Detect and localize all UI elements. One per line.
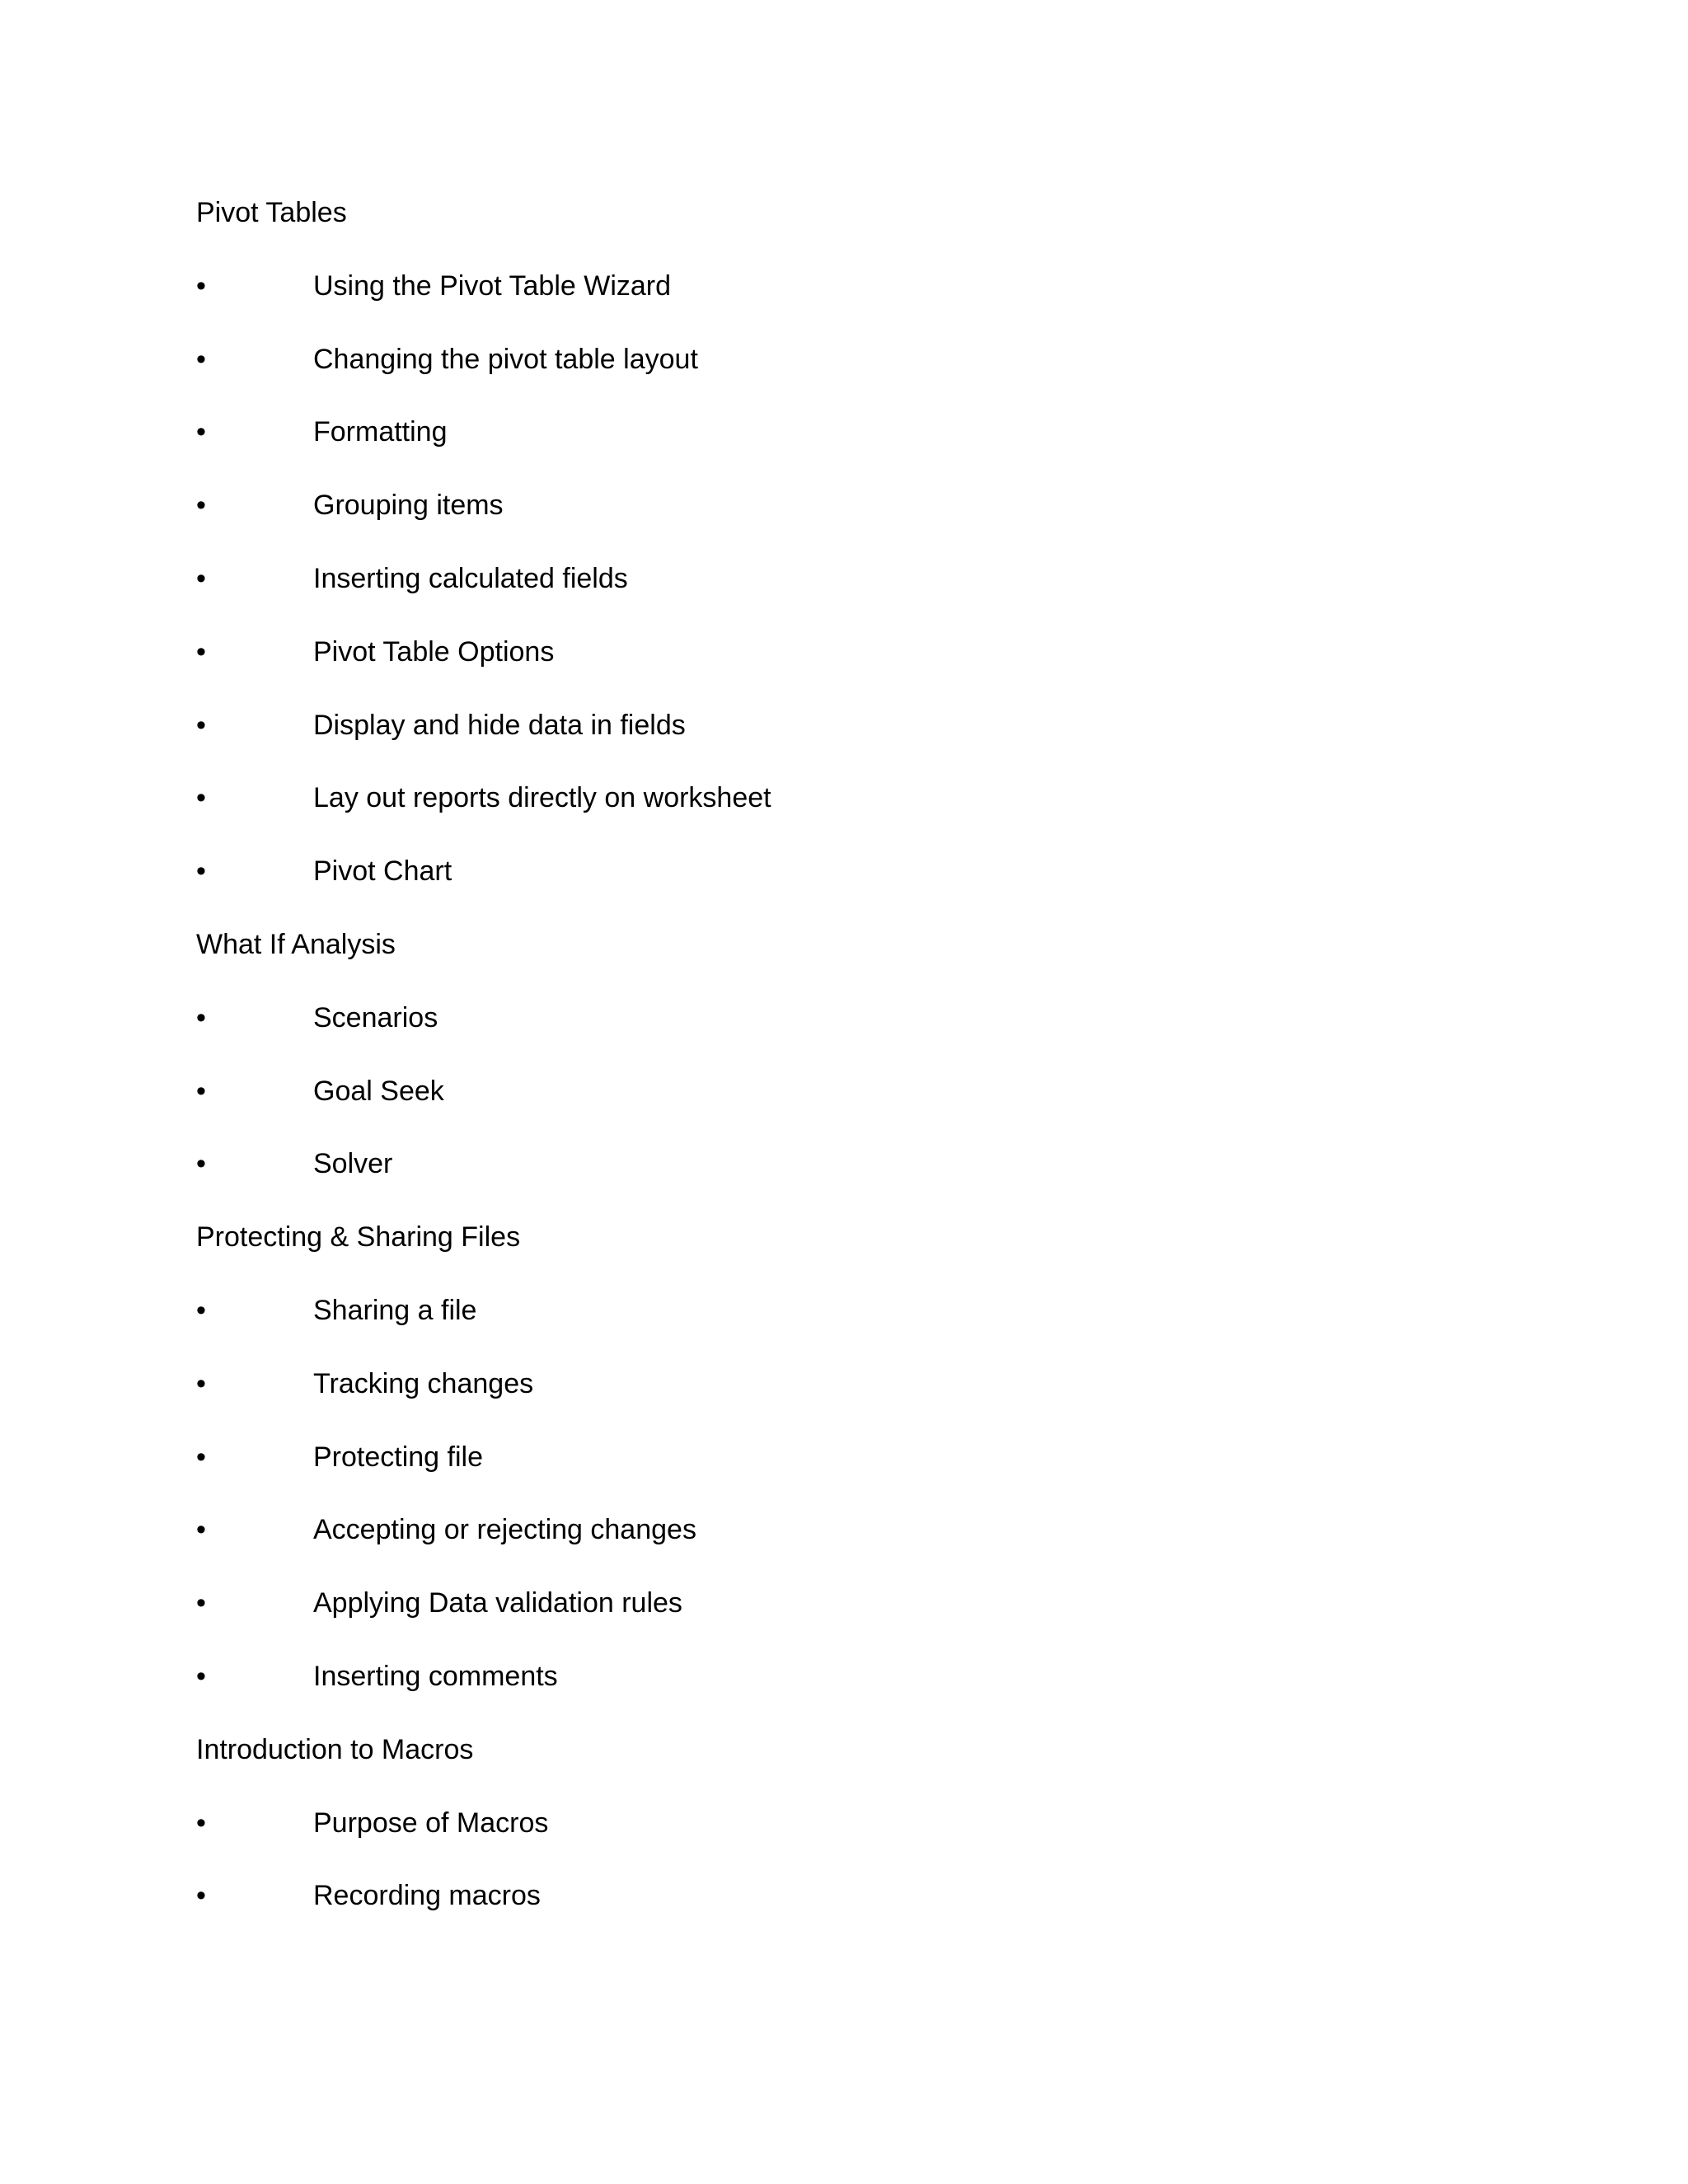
list-item-text: Tracking changes — [313, 1367, 534, 1399]
list-item-text: Accepting or rejecting changes — [313, 1514, 696, 1546]
list-item — [196, 632, 1515, 705]
bullet-icon: • — [196, 782, 206, 814]
list-item — [196, 705, 1515, 779]
list-item — [196, 1364, 1515, 1437]
list-item-text: Protecting file — [313, 1441, 483, 1473]
bullet-icon: • — [196, 269, 206, 302]
section-heading-text: What If Analysis — [196, 928, 396, 960]
bullet-icon: • — [196, 1367, 206, 1399]
list-item-text: Display and hide data in fields — [313, 709, 686, 741]
list-item-text: Pivot Chart — [313, 855, 452, 888]
list-item — [196, 266, 1515, 340]
bullet-icon: • — [196, 1587, 206, 1619]
section-heading — [196, 1730, 1515, 1803]
bullet-icon: • — [196, 1880, 206, 1912]
bullet-icon: • — [196, 855, 206, 888]
list-item — [196, 998, 1515, 1071]
bullet-icon: • — [196, 1441, 206, 1473]
bullet-icon: • — [196, 416, 206, 448]
list-item — [196, 559, 1515, 632]
list-item — [196, 1657, 1515, 1730]
bullet-icon: • — [196, 635, 206, 668]
bullet-icon: • — [196, 1514, 206, 1546]
section-heading-text: Protecting & Sharing Files — [196, 1221, 521, 1254]
list-item — [196, 1803, 1515, 1877]
section-heading — [196, 1217, 1515, 1291]
list-item — [196, 485, 1515, 559]
bullet-icon: • — [196, 490, 206, 522]
list-item-text: Applying Data validation rules — [313, 1587, 682, 1619]
list-item-text: Using the Pivot Table Wizard — [313, 269, 672, 302]
section-heading — [196, 193, 1515, 266]
list-item — [196, 1583, 1515, 1657]
bullet-icon: • — [196, 1294, 206, 1326]
list-item-text: Recording macros — [313, 1880, 541, 1912]
section-heading — [196, 925, 1515, 998]
list-item — [196, 412, 1515, 485]
list-item-text: Inserting calculated fields — [313, 562, 628, 594]
list-item — [196, 340, 1515, 413]
bullet-icon: • — [196, 1807, 206, 1839]
list-item — [196, 1071, 1515, 1145]
list-item — [196, 1876, 1515, 1949]
list-item-text: Scenarios — [313, 1001, 438, 1033]
list-item — [196, 778, 1515, 851]
list-item-text: Lay out reports directly on worksheet — [313, 782, 771, 814]
list-item-text: Sharing a file — [313, 1294, 477, 1326]
list-item — [196, 1144, 1515, 1217]
document-content — [196, 193, 1515, 1949]
bullet-icon: • — [196, 1075, 206, 1107]
list-item-text: Solver — [313, 1148, 393, 1180]
list-item — [196, 1510, 1515, 1583]
bullet-icon: • — [196, 562, 206, 594]
bullet-icon: • — [196, 1001, 206, 1033]
list-item-text: Formatting — [313, 416, 448, 448]
list-item-text: Goal Seek — [313, 1075, 444, 1107]
list-item-text: Grouping items — [313, 490, 504, 522]
bullet-icon: • — [196, 709, 206, 741]
list-item — [196, 851, 1515, 925]
list-item-text: Pivot Table Options — [313, 635, 555, 668]
bullet-icon: • — [196, 1148, 206, 1180]
list-item-text: Purpose of Macros — [313, 1807, 549, 1839]
section-heading-text: Introduction to Macros — [196, 1733, 474, 1765]
list-item — [196, 1437, 1515, 1511]
section-heading-text: Pivot Tables — [196, 197, 347, 228]
list-item-text: Inserting comments — [313, 1660, 558, 1692]
list-item-text: Changing the pivot table layout — [313, 343, 698, 375]
bullet-icon: • — [196, 343, 206, 375]
list-item — [196, 1291, 1515, 1364]
bullet-icon: • — [196, 1660, 206, 1692]
